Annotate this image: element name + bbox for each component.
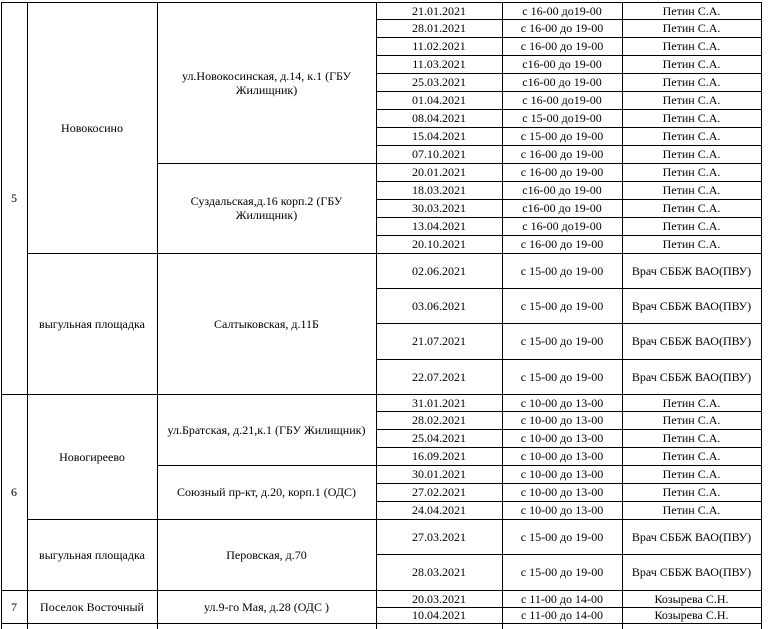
district-border [27,253,158,254]
row-border [376,447,762,448]
time-cell: с 16-00 до19-00 [522,219,602,233]
row-border [376,109,762,110]
time-cell: с 10-00 до 13-00 [520,467,604,481]
date-cell: 13.04.2021 [412,219,466,233]
date-cell: 20.03.2021 [412,591,466,606]
row-border [376,145,762,146]
time-cell: с 16-00 до 19-00 [520,237,604,251]
responsible-cell: Петин С.А. [662,93,721,107]
date-cell: 16.09.2021 [412,449,466,463]
time-cell: с 16-00 до 19-00 [520,39,604,53]
date-cell: 25.04.2021 [412,431,466,445]
responsible-cell: Козырева С.Н. [654,591,729,606]
responsible-cell: Петин С.А. [662,503,721,517]
date-cell: 27.02.2021 [412,485,466,499]
responsible-cell: Петин С.А. [662,39,721,53]
district-cell: Поселок Восточный [40,599,144,614]
date-cell: 11.02.2021 [412,39,466,53]
responsible-cell: Петин С.А. [662,3,721,18]
responsible-cell: Петин С.А. [662,485,721,499]
date-cell: 10.04.2021 [412,608,466,622]
row-border [376,483,762,484]
date-cell: 08.04.2021 [412,111,466,125]
row-border [376,73,762,74]
responsible-cell: Петин С.А. [662,395,721,410]
row-border [376,323,762,324]
responsible-cell: Петин С.А. [662,21,721,35]
address-cell: Суздальская,д.16 корп.2 (ГБУ Жилищник) [190,194,343,222]
row-border [376,429,762,430]
row-border [376,181,762,182]
district-border [27,590,158,591]
time-cell: с 11-00 до 14-00 [521,608,603,622]
date-cell: 28.03.2021 [412,565,466,579]
time-cell: с 10-00 до 13-00 [520,413,604,427]
responsible-cell: Петин С.А. [662,467,721,481]
row-border [376,235,762,236]
date-cell: 02.06.2021 [412,263,466,278]
time-cell: с16-00 до 19-00 [522,201,602,215]
date-cell: 11.03.2021 [412,57,466,71]
responsible-cell: Петин С.А. [662,237,721,251]
date-cell: 24.04.2021 [412,503,466,517]
time-cell: с16-00 до 19-00 [522,57,602,71]
date-cell: 22.07.2021 [412,369,466,384]
row-border [376,359,762,360]
address-border [157,623,377,624]
column-border [1,2,2,629]
row-border [376,623,762,624]
date-cell: 28.02.2021 [412,413,466,427]
responsible-cell: Врач СББЖ ВАО(ПВУ) [631,565,752,579]
date-cell: 25.03.2021 [412,75,466,89]
column-border [502,2,503,629]
time-cell: с 15-00 до 19-00 [520,263,604,278]
responsible-cell: Козырева С.Н. [654,608,729,622]
column-border [157,2,158,629]
district-border [27,394,158,395]
date-cell: 20.01.2021 [412,165,466,179]
row-border [376,55,762,56]
time-cell: с 15-00 до 19-00 [520,298,604,313]
address-border [157,590,377,591]
district-cell: выгульная площадка [39,316,145,331]
date-cell: 31.01.2021 [412,395,466,410]
address-cell: ул.Братская, д.21,к.1 (ГБУ Жилищник) [167,422,366,437]
date-cell: 28.01.2021 [412,21,466,35]
row-border [376,91,762,92]
responsible-cell: Петин С.А. [662,431,721,445]
time-cell: с 10-00 до 13-00 [520,395,604,410]
address-cell: Союзный пр-кт, д.20, корп.1 (ОДС) [176,485,357,499]
district-cell: выгульная площадка [39,547,145,562]
responsible-cell: Петин С.А. [662,201,721,215]
date-cell: 03.06.2021 [412,298,466,313]
responsible-cell: Петин С.А. [662,219,721,233]
date-cell: 21.01.2021 [412,3,466,18]
district-border [27,519,158,520]
district-cell: Новогиреево [59,449,125,464]
column-border [27,2,28,629]
time-cell: с 15-00 до 19-00 [520,529,604,544]
time-cell: с16-00 до 19-00 [522,75,602,89]
time-cell: с 16-00 до19-00 [522,93,602,107]
address-cell: Перовская, д.70 [226,547,307,562]
time-cell: с 16-00 до 19-00 [520,21,604,35]
address-border [157,253,377,254]
time-cell: с 15-00 до 19-00 [520,369,604,384]
row-border [376,19,762,20]
responsible-cell: Петин С.А. [662,413,721,427]
responsible-cell: Петин С.А. [662,57,721,71]
responsible-cell: Врач СББЖ ВАО(ПВУ) [631,263,752,278]
time-cell: с 10-00 до 13-00 [520,485,604,499]
date-cell: 30.01.2021 [412,467,466,481]
time-cell: с16-00 до 19-00 [522,183,602,197]
address-border [157,163,377,164]
responsible-cell: Врач СББЖ ВАО(ПВУ) [631,529,752,544]
row-border [376,288,762,289]
responsible-cell: Петин С.А. [662,111,721,125]
row-border [376,519,762,520]
address-border [157,465,377,466]
date-cell: 21.07.2021 [412,334,466,348]
district-border [27,623,158,624]
address-cell: Салтыковская, д.11Б [214,316,319,331]
row-border [376,501,762,502]
date-cell: 27.03.2021 [412,529,466,544]
responsible-cell: Петин С.А. [662,165,721,179]
date-cell: 15.04.2021 [412,129,466,143]
group-number-cell: 7 [11,599,17,614]
row-border [376,554,762,555]
row-border [376,253,762,254]
date-cell: 30.03.2021 [412,201,466,215]
column-border [376,2,377,629]
row-border [376,37,762,38]
address-cell: ул.9-го Мая, д.28 (ОДС ) [204,599,329,614]
time-cell: с 15-00 до19-00 [522,111,602,125]
time-cell: с 16-00 до 19-00 [520,165,604,179]
responsible-cell: Врач СББЖ ВАО(ПВУ) [631,298,752,313]
time-cell: с 10-00 до 13-00 [520,449,604,463]
group-number-cell: 6 [11,485,17,499]
address-border [157,394,377,395]
row-border [376,127,762,128]
time-cell: с 10-00 до 13-00 [520,431,604,445]
row-border [376,163,762,164]
date-cell: 07.10.2021 [412,147,466,161]
row-border [376,411,762,412]
group-border [1,394,28,395]
date-cell: 18.03.2021 [412,183,466,197]
group-border [1,590,28,591]
time-cell: с 16-00 до19-00 [522,3,602,18]
time-cell: с 11-00 до 14-00 [521,591,603,606]
responsible-cell: Петин С.А. [662,449,721,463]
time-cell: с 16-00 до 19-00 [520,147,604,161]
column-border [761,2,762,629]
row-border [376,217,762,218]
date-cell: 20.10.2021 [412,237,466,251]
address-border [157,519,377,520]
row-border [376,465,762,466]
time-cell: с 15-00 до 19-00 [520,334,604,348]
responsible-cell: Петин С.А. [662,129,721,143]
group-number-cell: 5 [11,191,17,205]
row-border [1,2,762,3]
address-cell: ул.Новокосинская, д.14, к.1 (ГБУ Жилищник) [181,68,352,97]
responsible-cell: Петин С.А. [662,75,721,89]
group-border [1,623,28,624]
time-cell: с 15-00 до 19-00 [520,565,604,579]
date-cell: 01.04.2021 [412,93,466,107]
time-cell: с 15-00 до 19-00 [520,129,604,143]
responsible-cell: Петин С.А. [662,147,721,161]
responsible-cell: Врач СББЖ ВАО(ПВУ) [631,334,752,348]
column-border [622,2,623,629]
responsible-cell: Врач СББЖ ВАО(ПВУ) [631,369,752,384]
row-border [376,199,762,200]
district-cell: Новокосино [61,120,123,135]
time-cell: с 10-00 до 13-00 [520,503,604,517]
responsible-cell: Петин С.А. [662,183,721,197]
